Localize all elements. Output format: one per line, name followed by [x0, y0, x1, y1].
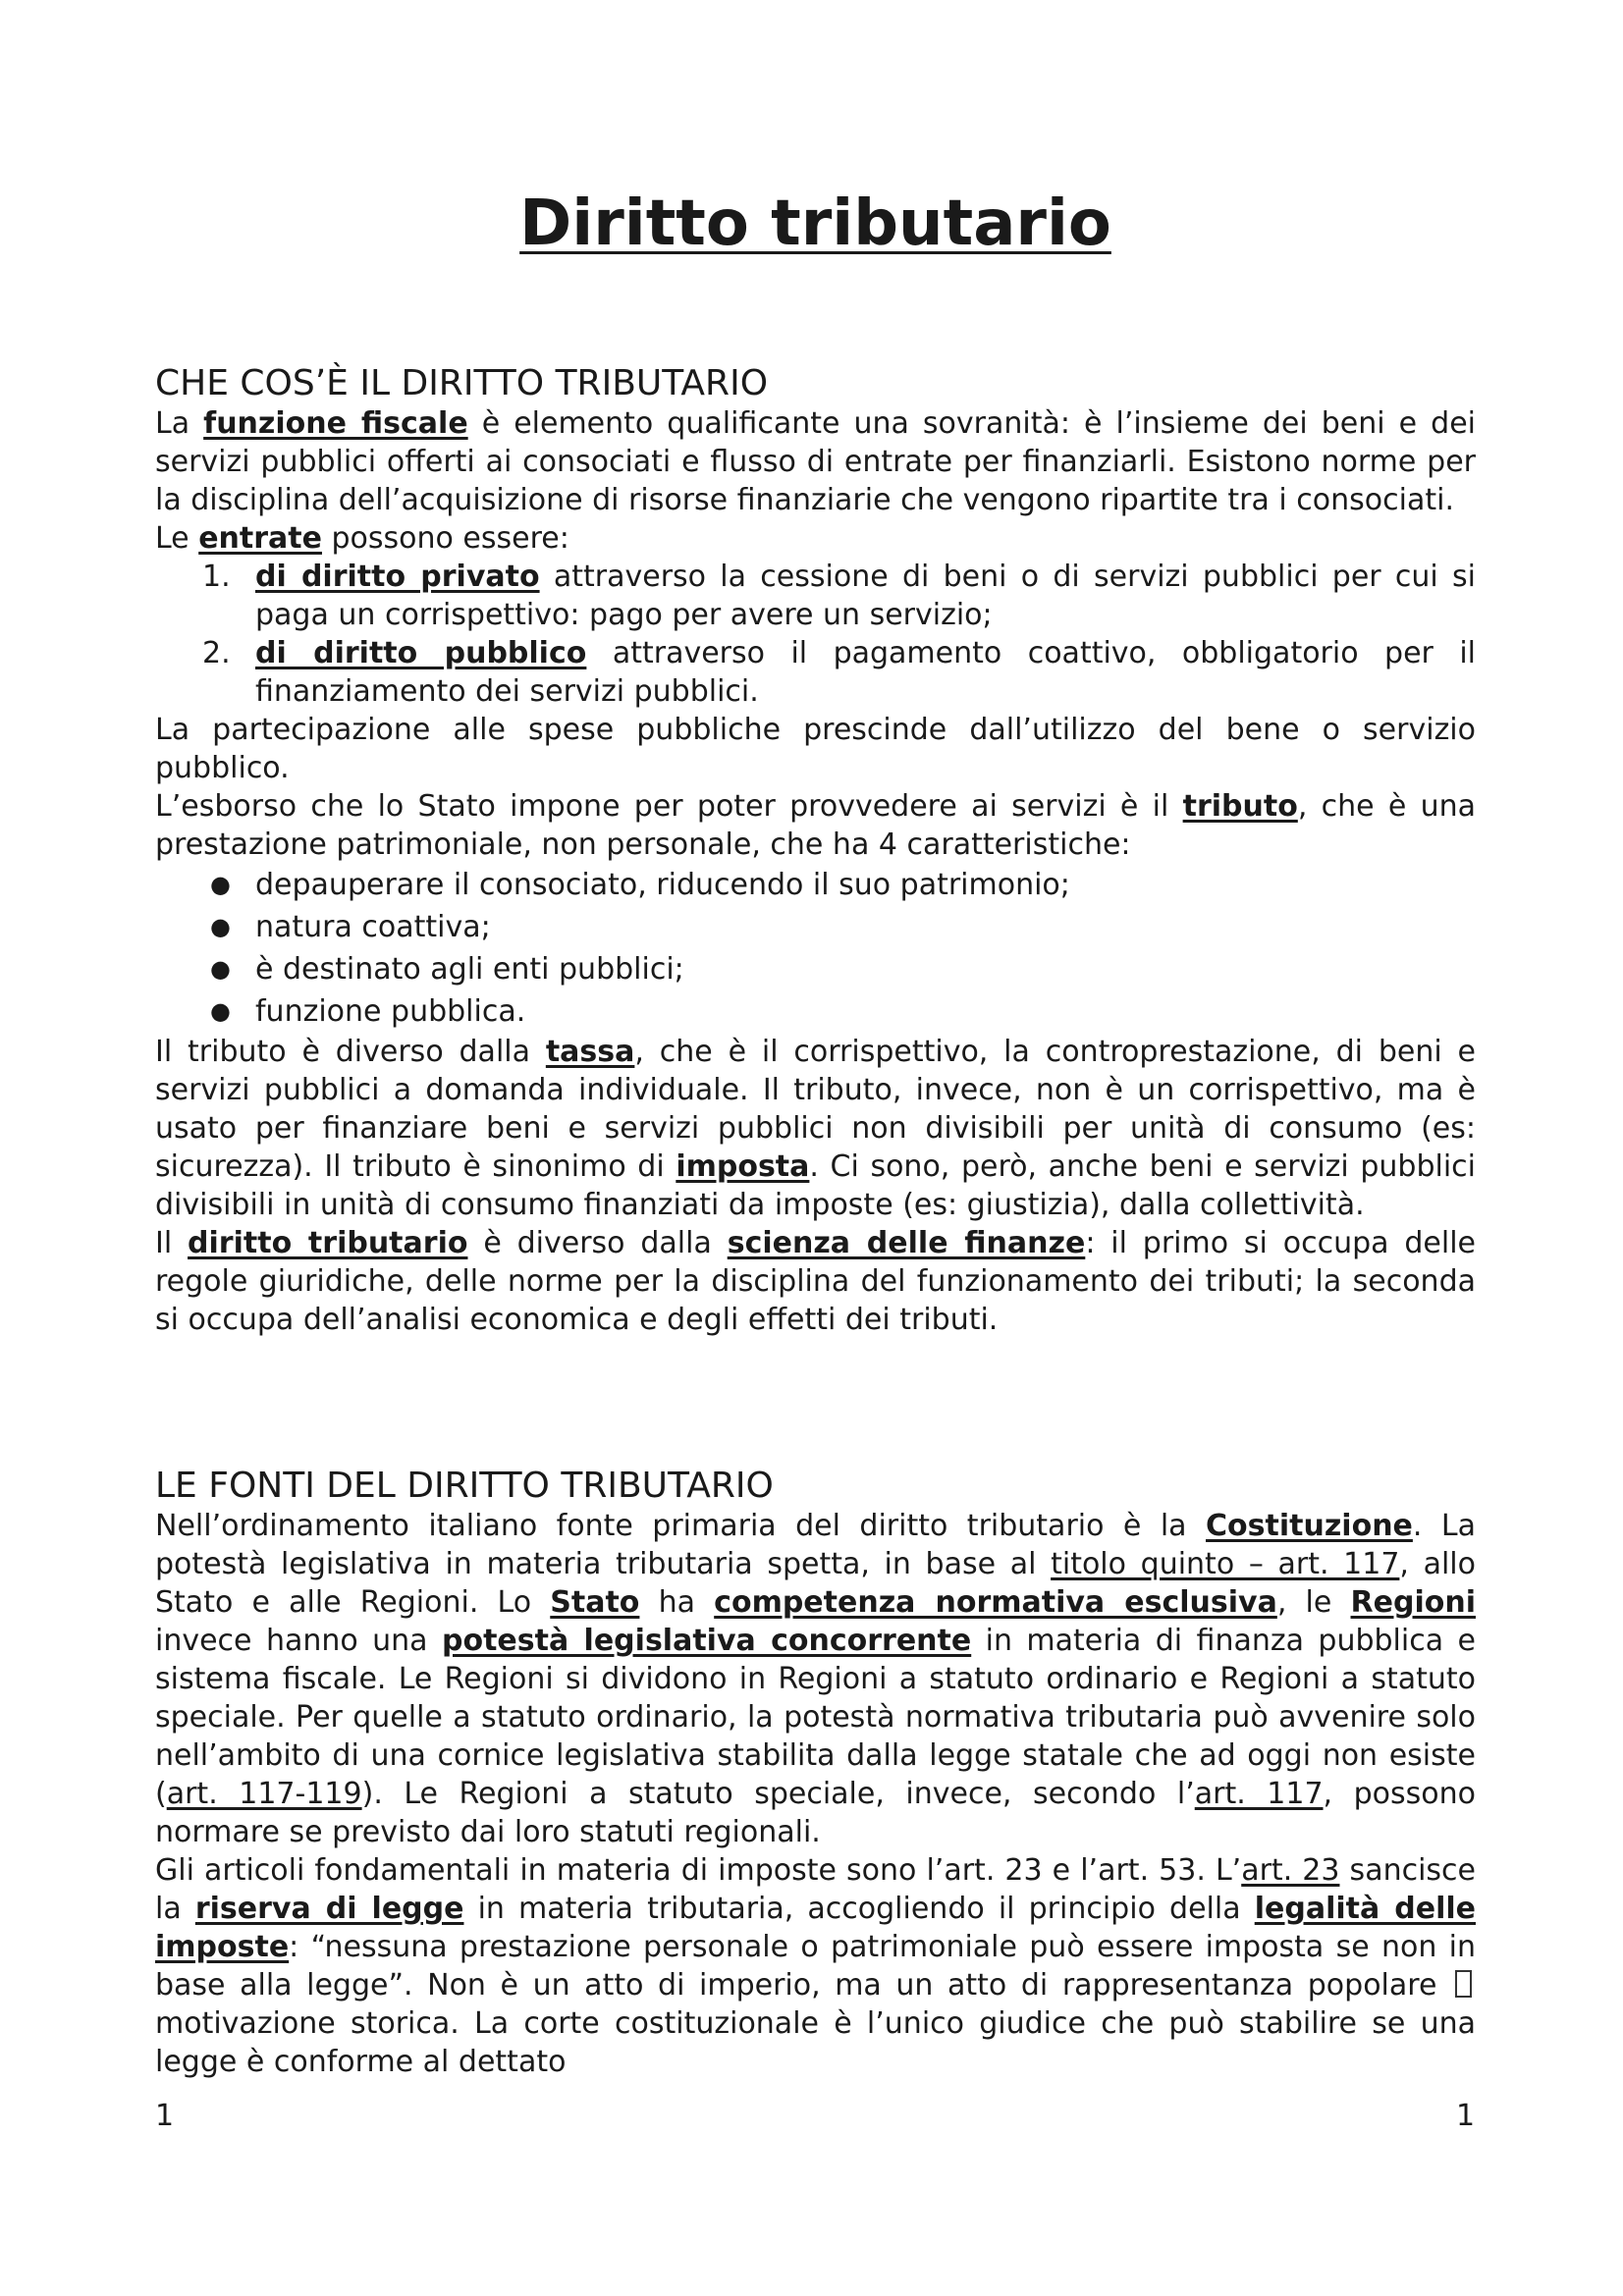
list-item: ● depauperare il consociato, riducendo il suo patrimonio;: [155, 864, 1476, 906]
paragraph: La partecipazione alle spese pubbliche prescinde dall’utilizzo del bene o servizio pubblico.: [155, 713, 1476, 785]
paragraph: La funzione fiscale è elemento qualificante una sovranità: è l’insieme dei beni e dei servizi pubblici offerti ai consociati e flusso di entrate per finanziarli. Esistono norme per la disciplina dell’acquisizione di risorse finanziarie che vengono ripartite tra i consociati.: [155, 406, 1476, 517]
bullet-icon: ●: [210, 997, 231, 1025]
term-tassa: tassa: [545, 1035, 635, 1069]
ref-titolo-quinto: titolo quinto – art. 117: [1051, 1547, 1400, 1581]
term-costituzione: Costituzione: [1206, 1509, 1413, 1543]
bullet-icon: ●: [210, 871, 231, 898]
ref-art-117: art. 117: [1194, 1777, 1324, 1811]
term-diritto-tributario: diritto tributario: [188, 1226, 468, 1260]
paragraph: Nell’ordinamento italiano fonte primaria del diritto tributario è la Costituzione. La potestà legislativa in materia tributaria spetta, in base al titolo quinto – art. 117, allo Stato e alle Regioni. Lo Stato ha competenza normativa esclusiva, le Regioni invece hanno una potestà legislativa concorrente in materia di finanza pubblica e sistema fiscale. Le Regioni si dividono in Regioni a statuto ordinario e Regioni a statuto speciale. Per quelle a statuto ordinario, la potestà normativa tributaria può avvenire solo nell’ambito di una cornice legislativa stabilita dalla legge statale che ad oggi non esiste (art. 117-119). Le Regioni a statuto speciale, invece, secondo l’art. 117, possono normare se previsto dai loro statuti regionali.: [155, 1509, 1477, 1849]
bullet-list: [155, 864, 1476, 1033]
bullet-icon: ●: [210, 955, 231, 983]
paragraph: Il tributo è diverso dalla tassa, che è il corrispettivo, la controprestazione, di beni e servizi pubblici a domanda individuale. Il tributo, invece, non è un corrispettivo, ma è usato per finanziare beni e servizi pubblici non divisibili per unità di consumo (es: sicurezza). Il tributo è sinonimo di imposta. Ci sono, però, anche beni e servizi pubblici divisibili in unità di consumo finanziati da imposte (es: giustizia), dalla collettività.: [155, 1035, 1476, 1222]
paragraph: L’esborso che lo Stato impone per poter provvedere ai servizi è il tributo, che è una prestazione patrimoniale, non personale, che ha 4 caratteristiche:: [155, 789, 1476, 862]
section-heading: CHE COS’È IL DIRITTO TRIBUTARIO: [155, 363, 769, 403]
term-regioni: Regioni: [1350, 1585, 1476, 1620]
list-item: ● funzione pubblica.: [155, 990, 1476, 1033]
page-number-left: 1: [155, 2099, 175, 2133]
list-item: 1. di diritto privato attraverso la cessione di beni o di servizi pubblici per cui si paga un corrispettivo: pago per avere un servizio;: [202, 560, 1477, 632]
page-number-right: 1: [1456, 2099, 1476, 2133]
term-funzione-fiscale: funzione fiscale: [203, 406, 468, 441]
list-item: ● natura coattiva;: [155, 906, 1476, 948]
section-what-is: [155, 363, 1476, 1339]
term-tributo: tributo: [1182, 789, 1298, 824]
term-riserva-di-legge: riserva di legge: [194, 1892, 464, 1926]
term-imposta: imposta: [676, 1149, 810, 1184]
list-item: 2. di diritto pubblico attraverso il pagamento coattivo, obbligatorio per il finanziamento dei servizi pubblici.: [202, 636, 1477, 709]
term-stato: Stato: [550, 1585, 640, 1620]
term-legalita-imposte: legalità delle imposte: [155, 1892, 1476, 1964]
ref-art-117-119: art. 117-119: [166, 1777, 362, 1811]
ref-art-23: art. 23: [1241, 1853, 1340, 1888]
bullet-icon: ●: [210, 913, 231, 940]
term-diritto-pubblico: di diritto pubblico: [255, 636, 587, 670]
section-sources: [155, 1466, 1476, 2081]
term-scienza-delle-finanze: scienza delle finanze: [727, 1226, 1086, 1260]
paragraph: Il diritto tributario è diverso dalla scienza delle finanze: il primo si occupa delle regole giuridiche, delle norme per la disciplina del funzionamento dei tributi; la seconda si occupa dell’analisi economica e degli effetti dei tributi.: [155, 1226, 1477, 1337]
term-competenza-normativa: competenza normativa esclusiva: [714, 1585, 1277, 1620]
paragraph: Le entrate possono essere:: [155, 521, 569, 556]
document-title: Diritto tributario: [519, 187, 1111, 260]
section-heading: LE FONTI DEL DIRITTO TRIBUTARIO: [155, 1466, 774, 1506]
term-entrate: entrate: [198, 521, 322, 556]
paragraph: Gli articoli fondamentali in materia di imposte sono l’art. 23 e l’art. 53. L’art. 23 sancisce la riserva di legge in materia tributaria, accogliendo il principio della legalità delle imposte: “nessuna prestazione personale o patrimoniale può essere imposta se non in base alla legge”. Non è un atto di imperio, ma un atto di rappresentanza popolare motivazione storica. La corte costituzionale è l’unico giudice che può stabilire se una legge è conforme al dettato: [155, 1853, 1476, 2079]
list-item: ● è destinato agli enti pubblici;: [155, 948, 1476, 990]
term-diritto-privato: di diritto privato: [255, 560, 540, 594]
ordered-list: [155, 558, 1476, 711]
missing-glyph-icon: [1455, 1970, 1472, 1998]
term-potesta-concorrente: potestà legislativa concorrente: [442, 1624, 972, 1658]
